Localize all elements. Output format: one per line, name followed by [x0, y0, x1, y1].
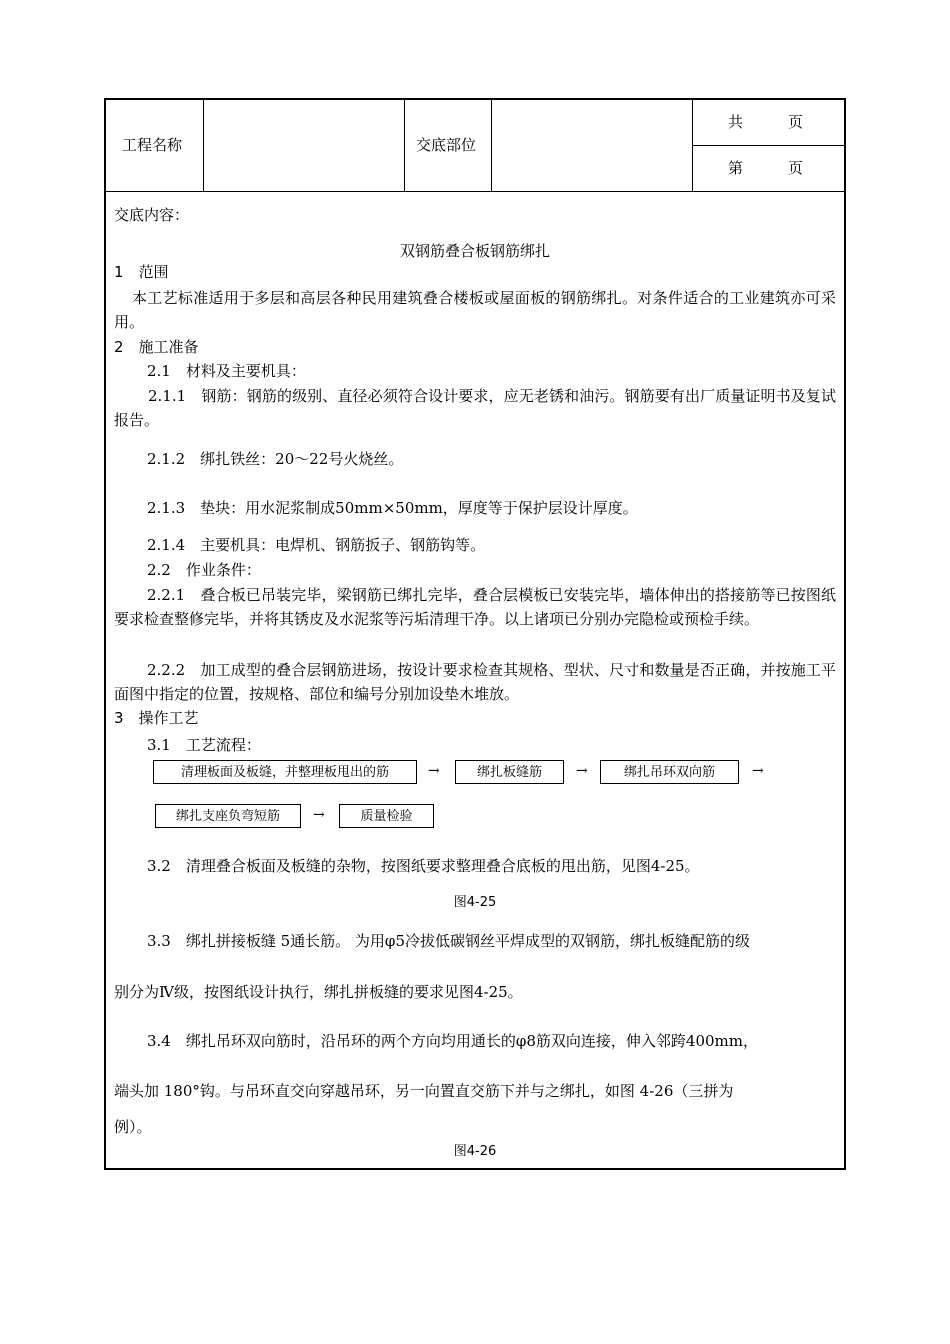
- section-3-3-line-2: 别分为Ⅳ级，按图纸设计执行，绑扎拼板缝的要求见图4-25。: [114, 983, 523, 1001]
- section-3-heading: 3 操作工艺: [114, 709, 199, 727]
- section-3-4-line-3: 例）。: [114, 1118, 152, 1136]
- section-3-3-line-1: 3.3 绑扎拼接板缝 5通长筋。 为用φ5冷拔低碳钢丝平焊成型的双钢筋，绑扎板缝配筋的级: [147, 932, 750, 950]
- section-2-1-2: 2.1.2 绑扎铁丝：20～22号火烧丝。: [147, 450, 404, 468]
- section-2-2-2: 2.2.2 加工成型的叠合层钢筋进场，按设计要求检查其规格、型状、尺寸和数量是否正确，并按施工平面图中指定的位置，按规格、部位和编号分别加设垫木堆放。: [114, 661, 836, 703]
- section-2-1: 2.1 材料及主要机具：: [147, 362, 306, 380]
- page-cell-divider: [692, 145, 846, 146]
- figure-4-26-caption: 图4-26: [453, 1144, 497, 1159]
- content-label: 交底内容：: [114, 206, 190, 224]
- header-col-4: [692, 98, 693, 191]
- header-divider: [104, 191, 846, 192]
- section-2-1-1: 2.1.1 钢筋：钢筋的级别、直径必须符合设计要求，应无老锈和油污。钢筋要有出厂质量证明书及复试报告。: [114, 387, 836, 429]
- section-3-1: 3.1 工艺流程：: [147, 736, 261, 754]
- page-number: 第 页: [728, 159, 804, 177]
- section-2-1-3: 2.1.3 垫块：用水泥浆制成50mm×50mm，厚度等于保护层设计厚度。: [147, 499, 638, 517]
- location-label: 交底部位: [416, 136, 477, 154]
- section-2-2: 2.2 作业条件：: [147, 561, 261, 579]
- flow-arrow-3: →: [752, 763, 764, 779]
- project-name-label: 工程名称: [122, 136, 183, 154]
- section-3-4-line-1: 3.4 绑扎吊环双向筋时，沿吊环的两个方向均用通长的φ8筋双向连接，伸入邻跨400mm，: [147, 1032, 758, 1050]
- header-col-3: [491, 98, 492, 191]
- section-1-text: 本工艺标准适用于多层和高层各种民用建筑叠合楼板或屋面板的钢筋绑扎。对条件适合的工业建筑亦可采用。: [114, 289, 836, 331]
- flow-step-tie-lifting-ring-bars: 绑扎吊环双向筋: [600, 760, 739, 784]
- document-title: 双钢筋叠合板钢筋绑扎: [399, 242, 550, 260]
- section-1-heading: 1 范围: [114, 263, 169, 281]
- flow-arrow-2: →: [576, 763, 588, 779]
- figure-4-25-caption: 图4-25: [453, 895, 497, 910]
- section-2-1-4: 2.1.4 主要机具：电焊机、钢筋扳子、钢筋钩等。: [147, 536, 486, 554]
- section-2-2-1: 2.2.1 叠合板已吊装完毕，梁钢筋已绑扎完毕，叠合层模板已安装完毕，墙体伸出的搭接筋等已按图纸要求检查整修完毕，并将其锈皮及水泥浆等污垢清理干净。以上诸项已分别办完隐检或预检手续。: [114, 586, 836, 628]
- flow-step-quality-check: 质量检验: [339, 804, 434, 828]
- header-col-1: [203, 98, 204, 191]
- flow-step-tie-support-bars: 绑扎支座负弯短筋: [155, 804, 301, 828]
- flow-step-tie-seam-bars: 绑扎板缝筋: [455, 760, 564, 784]
- section-3-2: 3.2 清理叠合板面及板缝的杂物，按图纸要求整理叠合底板的甩出筋，见图4-25。: [147, 857, 700, 875]
- total-pages: 共 页: [728, 113, 804, 131]
- flow-arrow-1: →: [428, 763, 440, 779]
- section-2-heading: 2 施工准备: [114, 338, 199, 356]
- flow-arrow-4: →: [313, 807, 325, 823]
- header-col-2: [404, 98, 405, 191]
- section-3-4-line-2: 端头加 180°钩。与吊环直交向穿越吊环，另一向置直交筋下并与之绑扎，如图 4-26（三拼为: [114, 1082, 734, 1100]
- flow-step-clean-board: 清理板面及板缝，并整理板甩出的筋: [153, 760, 417, 784]
